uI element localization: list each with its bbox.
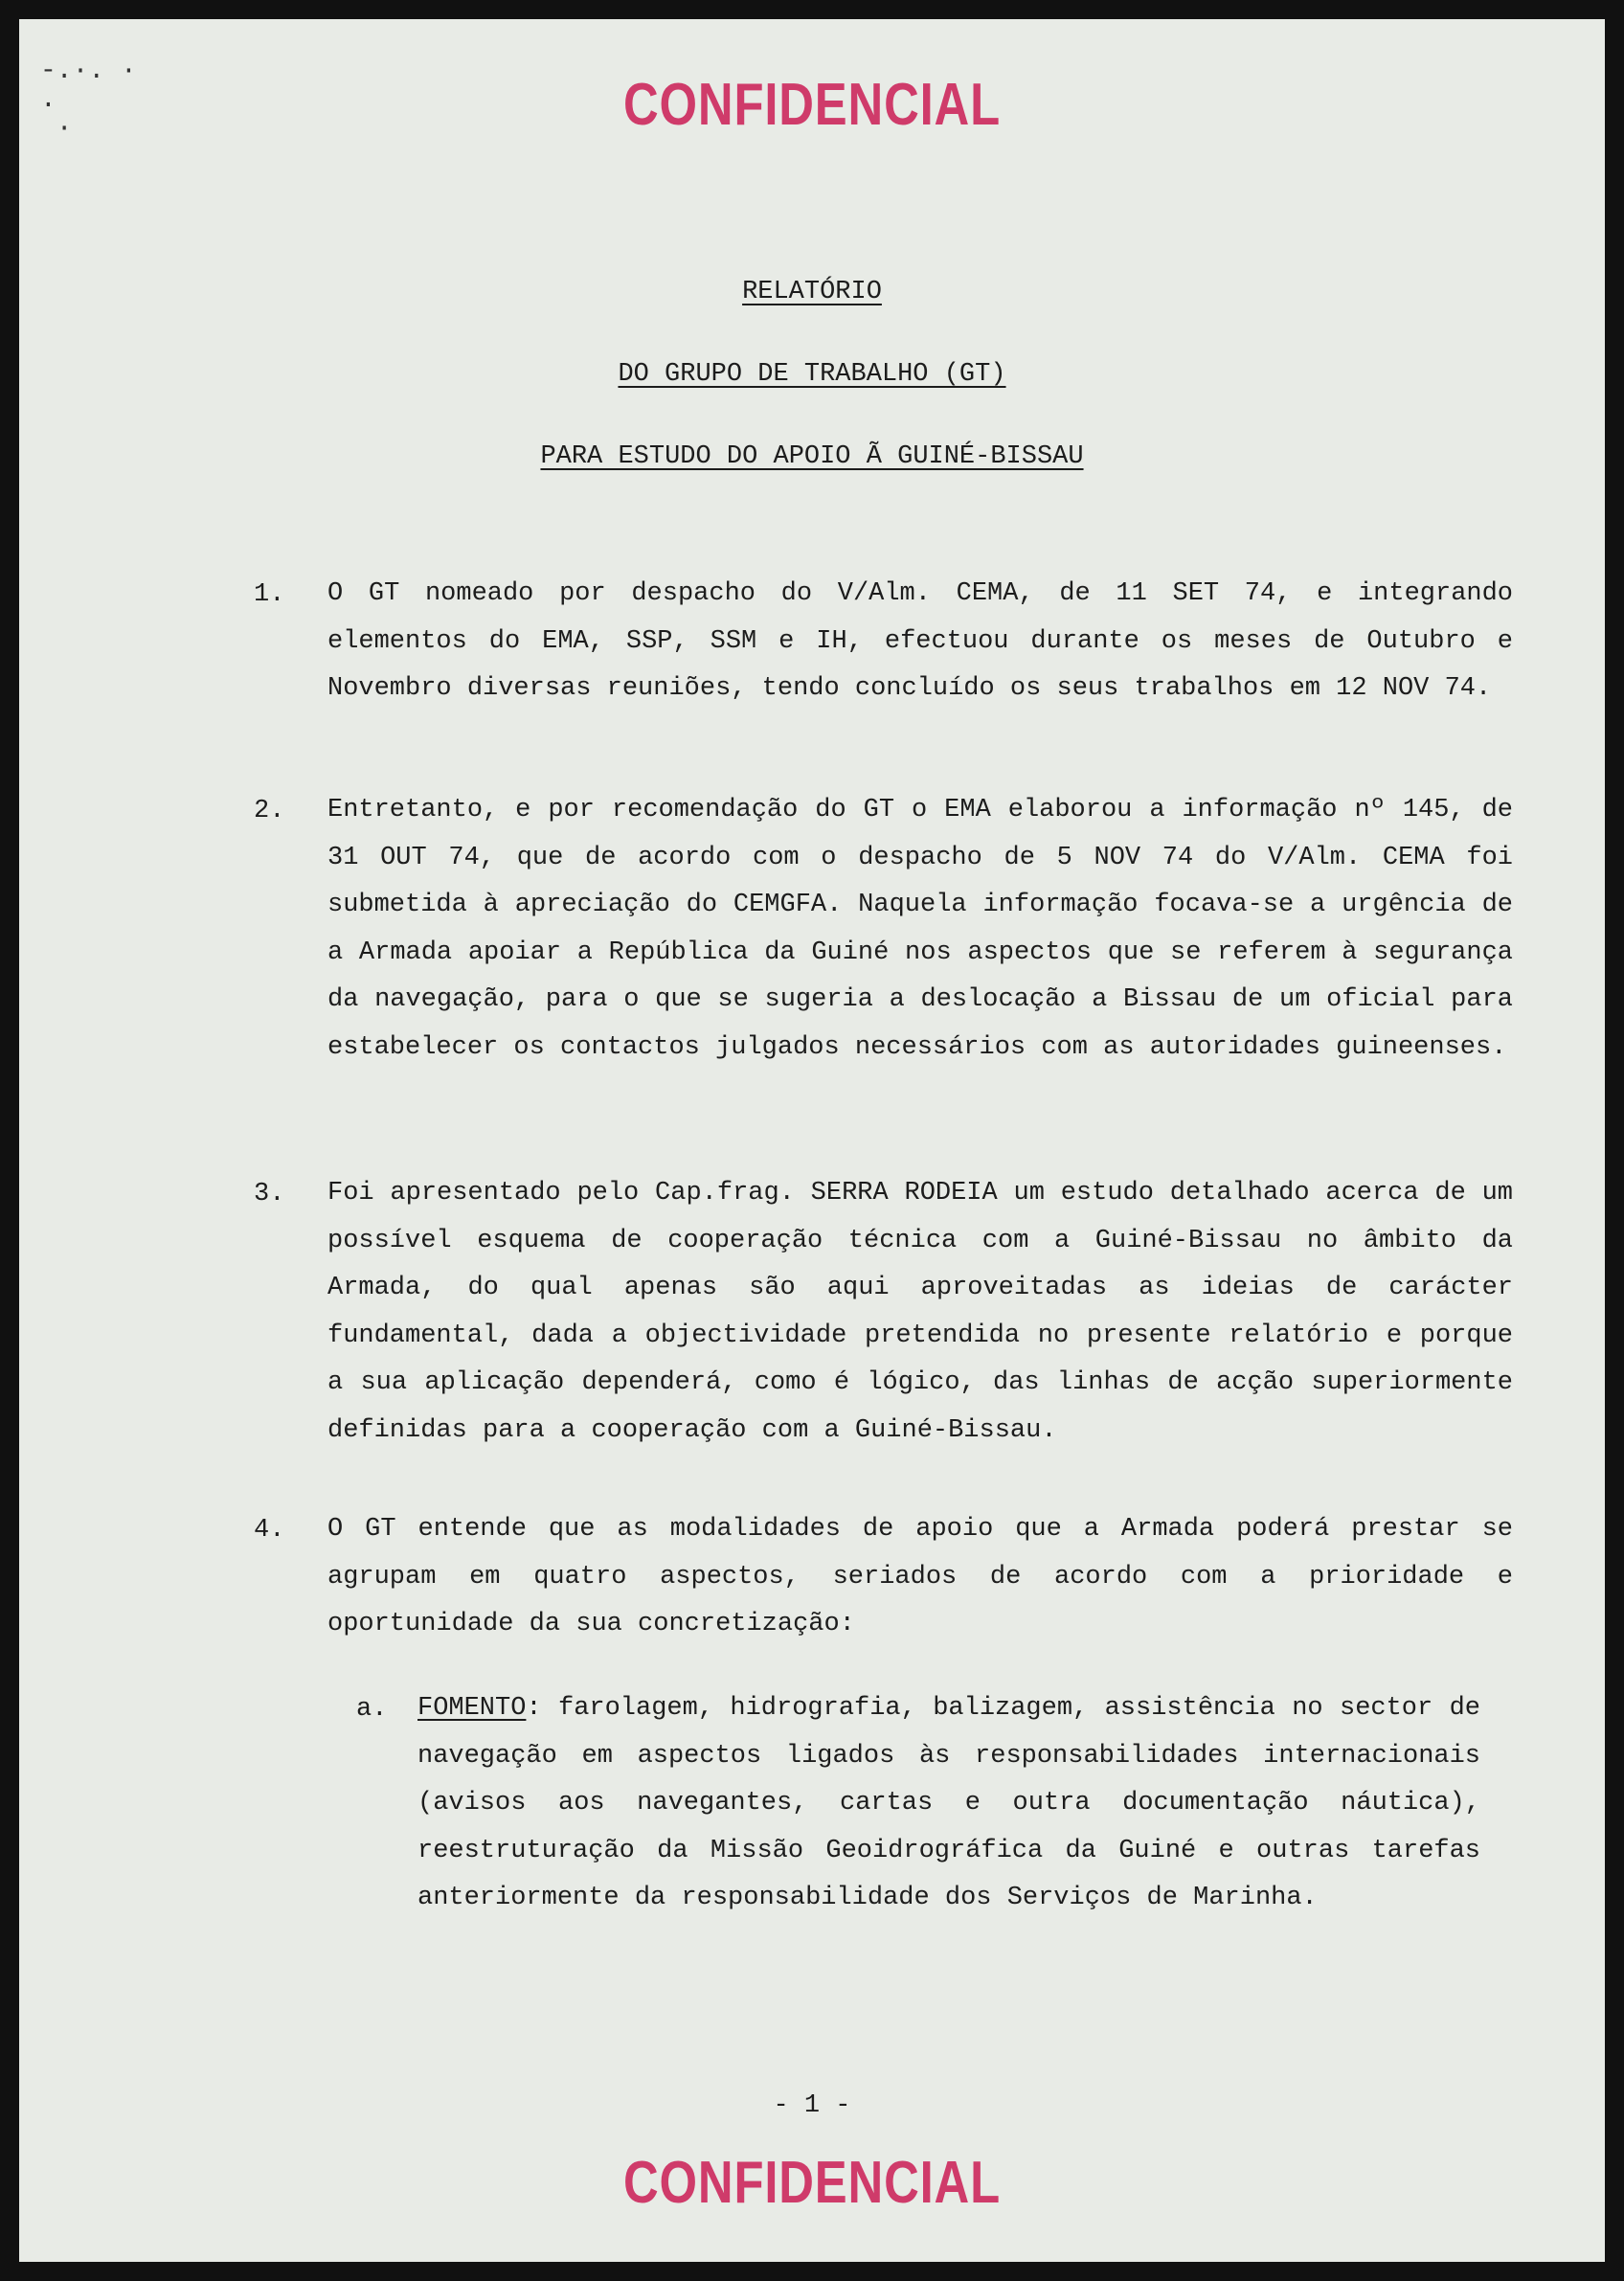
confidential-stamp-top: CONFIDENCIAL	[623, 72, 1001, 138]
paragraph-text: O GT nomeado por despacho do V/Alm. CEMA, de 11 SET 74, e integrando elementos do EMA, SSP, SSM e IH, efectuou durante os meses de Outubro e Novembro diversas reuniões, tendo concluído os seus trabalhos em 12 NOV 74.	[327, 579, 1513, 703]
subitem-heading: FOMENTO	[417, 1694, 527, 1723]
subitem-letter: a.	[356, 1695, 388, 1724]
report-subtitle: DO GRUPO DE TRABALHO (GT)	[618, 360, 1006, 389]
document-page	[19, 19, 1605, 2262]
report-subject: PARA ESTUDO DO APOIO Ã GUINÉ-BISSAU	[540, 442, 1084, 471]
subitem-body: : farolagem, hidrografia, balizagem, assistência no sector de navegação em aspectos ligados às responsabilidades internacionais (avisos aos navegantes, cartas e outra documentação náutica), reestruturação da Missão Geoidrográfica da Guiné e outras tarefas anteriormente da responsabilidade dos Serviços de Marinha.	[417, 1694, 1480, 1912]
report-title: RELATÓRIO	[742, 278, 882, 306]
paragraph-number: 4.	[254, 1516, 285, 1545]
paragraph-number: 3.	[254, 1180, 285, 1208]
scan-specks: -.·. · . ·	[40, 56, 137, 144]
confidential-stamp-bottom: CONFIDENCIAL	[623, 2150, 1001, 2216]
subitem-text	[417, 1685, 1480, 1923]
paragraph-text: Foi apresentado pelo Cap.frag. SERRA RODEIA um estudo detalhado acerca de um possível esquema de cooperação técnica com a Guiné-Bissau no âmbito da Armada, do qual apenas são aqui aproveitadas as ideias de carácter fundamental, dada a objectividade pretendida no presente relatório e porque a sua aplicação dependerá, como é lógico, das linhas de acção superiormente definidas para a cooperação com a Guiné-Bissau.	[327, 1179, 1513, 1445]
paragraph-text: O GT entende que as modalidades de apoio que a Armada poderá prestar se agrupam em quatro aspectos, seriados de acordo com a prioridade e oportunidade da sua concretização:	[327, 1515, 1513, 1638]
page-number: - 1 -	[773, 2091, 851, 2120]
paragraph-number: 2.	[254, 797, 285, 825]
paragraph-text: Entretanto, e por recomendação do GT o EMA elaborou a informação nº 145, de 31 OUT 74, que de acordo com o despacho de 5 NOV 74 do V/Alm. CEMA foi submetida à apreciação do CEMGFA. Naquela informação focava-se a urgência de a Armada apoiar a República da Guiné nos aspectos que se referem à segurança da navegação, para o que se sugeria a deslocação a Bissau de um oficial para estabelecer os contactos julgados necessários com as autoridades guineenses.	[327, 796, 1513, 1062]
paragraph-number: 1.	[254, 580, 285, 609]
